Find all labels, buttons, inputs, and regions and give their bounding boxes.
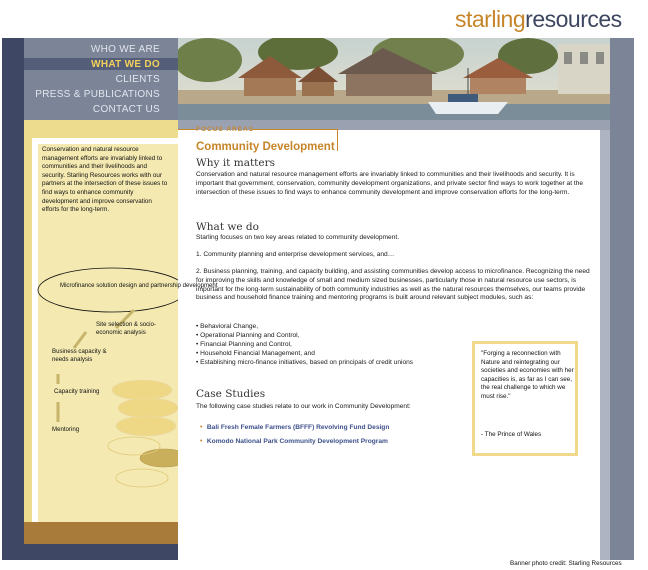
diagram-step-business-capacity: Business capacity & needs analysis xyxy=(52,348,107,363)
diagram-step-microfinance: Microfinance solution design and partnership development xyxy=(60,282,218,289)
banner-photo xyxy=(178,38,610,120)
what-heading: What we do xyxy=(196,221,259,233)
nav-what-we-do[interactable]: WHAT WE DO xyxy=(91,59,160,70)
why-heading: Why it matters xyxy=(196,157,276,169)
diagram-arrow xyxy=(74,332,86,348)
right-frame-bar xyxy=(610,38,634,560)
nav-who-we-are[interactable]: WHO WE ARE xyxy=(90,44,160,55)
quote-text: "Forging a reconnection with Nature and reintegrating our societies and economies with her capacities is, as far as I can see, the real challenge to which we must rise." xyxy=(481,350,574,400)
focus-areas-label: FOCUS AREAS xyxy=(196,126,255,133)
list-item: • Operational Planning and Control, xyxy=(196,332,300,339)
case-link-row-2[interactable] xyxy=(200,430,388,448)
sidebar-bottom-bar xyxy=(24,544,178,560)
nav-press-publications[interactable]: PRESS & PUBLICATIONS xyxy=(35,89,160,100)
quote-attribution: - The Prince of Wales xyxy=(481,431,542,438)
list-item: • Financial Planning and Control, xyxy=(196,341,292,348)
list-item: • Behavioral Change, xyxy=(196,323,259,330)
process-diagram xyxy=(24,262,178,502)
nav-contact-us[interactable]: CONTACT US xyxy=(92,104,160,115)
list-item: • Household Financial Management, and xyxy=(196,350,315,357)
site-logo[interactable] xyxy=(455,6,622,33)
diagram-step-mentoring: Mentoring xyxy=(52,426,80,433)
case-studies-intro: The following case studies relate to our work in Community Development: xyxy=(196,403,411,410)
logo-part-resources: resources xyxy=(525,6,622,32)
diagram-step-capacity-training: Capacity training xyxy=(54,388,100,395)
left-frame-bar xyxy=(2,38,24,560)
bullet-icon: • xyxy=(200,424,203,431)
case-link-komodo[interactable]: Komodo National Park Community Development Program xyxy=(206,438,388,445)
left-intro-text: Conservation and natural resource management efforts are invariably linked to communities and their livelihoods and security. Starling Resources works with our partners at the intersection of these issues to find ways to enhance community development and improve conservation efforts for the long-term. xyxy=(42,146,168,214)
banner-village-image xyxy=(178,38,610,120)
logo-part-starling: starling xyxy=(455,6,526,32)
nav-clients[interactable]: CLIENTS xyxy=(115,74,160,85)
right-frame-inner xyxy=(600,128,610,560)
what-intro: Starling focuses on two key areas related to community development. xyxy=(196,234,400,241)
case-link-bfff[interactable]: Bali Fresh Female Farmers (BFFF) Revolving Fund Design xyxy=(206,424,390,431)
diagram-ellipse-outline xyxy=(38,268,178,312)
why-text: Conservation and natural resource management efforts are invariably linked to communities and their livelihoods and security. It is important that government, conservation, community development organizations, and private sector find ways to work together at the intersection of these issues to find ways to enhance community development and improve conservation efforts for the long-term. xyxy=(196,171,584,196)
diagram-step-site-selection: Site selection & socio-economic analysis xyxy=(96,321,156,336)
what-point-1: 1. Community planning and enterprise development services, and… xyxy=(196,251,395,258)
bullet-icon: • xyxy=(200,438,203,445)
case-studies-heading: Case Studies xyxy=(196,388,266,400)
focus-areas-line xyxy=(178,129,196,130)
diagram-highlight-ellipse xyxy=(140,449,178,467)
photo-credit: Banner photo credit: Starling Resources xyxy=(510,560,622,567)
page-title: Community Development xyxy=(196,141,335,153)
list-item: • Establishing micro-finance initiatives, based on principals of credit unions xyxy=(196,359,414,366)
sidebar-bottom-band xyxy=(24,522,178,544)
what-point-2: 2. Business planning, training, and capacity building, and assisting communities develop access to microfinance. Recognizing the need for improving the skills and knowledge of small and medium sized businesses, particularly those in natural resource use sectors, is important for the long-term sustainability of both community industries as well as the natural resources themselves, our teams provide business and household finance training and mentoring programs is built around relevant subject modules, such as: xyxy=(196,268,590,302)
